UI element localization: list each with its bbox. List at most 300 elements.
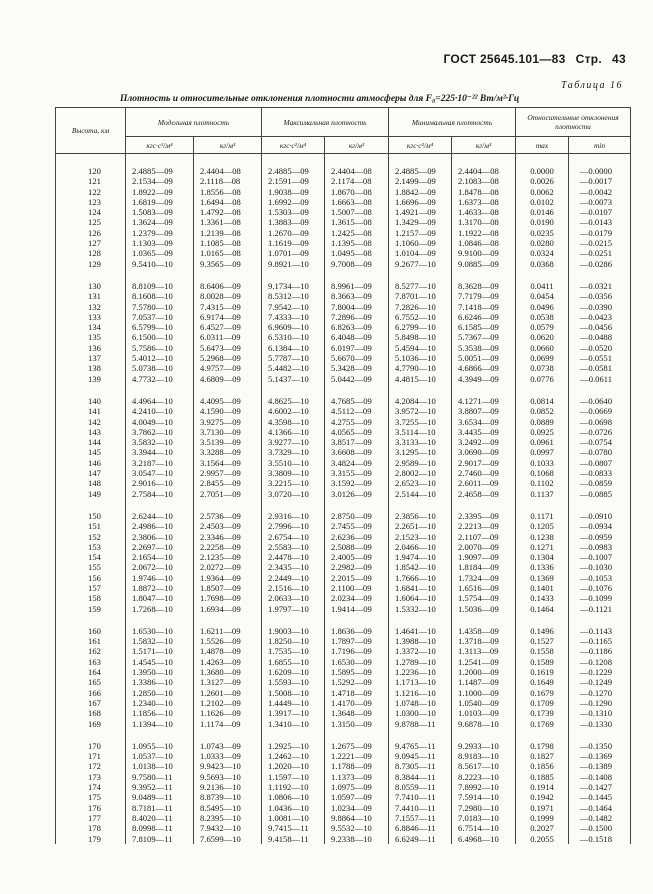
rel-max-cell: 0.1304 (516, 552, 569, 562)
model-kgs-cell: 2.7584—10 (126, 489, 194, 499)
model-kgs-cell: 7.8109—11 (126, 834, 194, 844)
rel-min-cell: —0.0910 (569, 511, 631, 521)
height-cell: 120 (56, 166, 126, 176)
min-kgs-cell: 6.7552—10 (389, 312, 452, 322)
max-kg-cell: 2.1100—09 (325, 583, 389, 593)
table-row (56, 562, 631, 572)
min-kg-cell: 1.9097—09 (452, 552, 516, 562)
rel-min-cell: —0.0107 (569, 207, 631, 217)
rel-min-cell: —0.1249 (569, 677, 631, 687)
rel-min-cell: —0.1076 (569, 583, 631, 593)
max-kgs-cell: 1.6209—10 (262, 667, 325, 677)
height-cell: 158 (56, 593, 126, 603)
rel-max-cell: 0.1649 (516, 677, 569, 687)
max-kgs-cell: 2.1591—09 (262, 176, 325, 186)
rel-max-cell: 0.0925 (516, 427, 569, 437)
rel-max-cell: 0.0368 (516, 259, 569, 269)
min-kgs-cell: 1.8542—10 (389, 562, 452, 572)
model-kgs-cell: 2.1654—10 (126, 552, 194, 562)
rel-max-cell: 0.1827 (516, 751, 569, 761)
model-kg-cell: 1.2601—09 (194, 688, 262, 698)
min-kg-cell: 1.3113—09 (452, 646, 516, 656)
unit-min-kgs: кгс·с²/м⁴ (389, 137, 452, 154)
max-kgs-cell: 1.0436—10 (262, 803, 325, 813)
max-kg-cell: 1.5895—09 (325, 667, 389, 677)
model-kg-cell: 1.9364—09 (194, 573, 262, 583)
rel-max-cell: 0.1401 (516, 583, 569, 593)
rel-min-cell: —0.0754 (569, 437, 631, 447)
max-kg-cell: 3.6608—09 (325, 447, 389, 457)
max-kg-cell: 4.2755—09 (325, 417, 389, 427)
page-number: 43 (612, 52, 626, 66)
max-kgs-cell: 9.8921—10 (262, 259, 325, 269)
model-kgs-cell: 1.1303—09 (126, 238, 194, 248)
rel-max-cell: 0.0235 (516, 228, 569, 238)
rel-max-cell: 0.1999 (516, 813, 569, 823)
rel-min-cell: —0.1330 (569, 719, 631, 729)
max-kg-cell: 3.4824—09 (325, 458, 389, 468)
height-cell: 176 (56, 803, 126, 813)
height-cell: 162 (56, 646, 126, 656)
height-cell: 145 (56, 447, 126, 457)
max-kgs-cell: 1.5303—09 (262, 207, 325, 217)
model-kg-cell: 8.6406—09 (194, 281, 262, 291)
rel-max-cell: 0.1558 (516, 646, 569, 656)
table-row (56, 427, 631, 437)
height-cell: 134 (56, 322, 126, 332)
min-kgs-cell: 1.1060—09 (389, 238, 452, 248)
table-row (56, 719, 631, 729)
model-kg-cell: 8.2395—10 (194, 813, 262, 823)
model-kgs-cell: 8.4020—11 (126, 813, 194, 823)
rel-min-cell: —0.0073 (569, 197, 631, 207)
min-kgs-cell: 8.5277—10 (389, 281, 452, 291)
model-kgs-cell: 3.7862—10 (126, 427, 194, 437)
rel-max-cell: 0.0190 (516, 217, 569, 227)
model-kgs-cell: 3.3944—10 (126, 447, 194, 457)
model-kgs-cell: 1.1394—10 (126, 719, 194, 729)
model-kg-cell: 1.0333—09 (194, 751, 262, 761)
model-kgs-cell: 3.5832—10 (126, 437, 194, 447)
model-kg-cell: 3.5139—09 (194, 437, 262, 447)
table-row (56, 374, 631, 384)
rel-min-cell: —0.1518 (569, 834, 631, 844)
rel-min-cell: —0.0251 (569, 248, 631, 258)
max-kg-cell: 3.8517—09 (325, 437, 389, 447)
rel-min-cell: —0.1482 (569, 813, 631, 823)
min-kg-cell: 1.5754—09 (452, 593, 516, 603)
height-cell: 157 (56, 583, 126, 593)
max-kg-cell: 1.7897—09 (325, 636, 389, 646)
height-cell: 143 (56, 427, 126, 437)
rel-min-cell: —0.0934 (569, 521, 631, 531)
rel-max-cell: 0.0699 (516, 353, 569, 363)
max-kgs-cell: 1.7535—10 (262, 646, 325, 656)
max-kg-cell: 1.0495—08 (325, 248, 389, 258)
max-kg-cell: 1.3648—09 (325, 708, 389, 718)
model-kgs-cell: 5.7586—10 (126, 343, 194, 353)
model-kg-cell: 5.2968—09 (194, 353, 262, 363)
model-kgs-cell: 1.5832—10 (126, 636, 194, 646)
min-kgs-cell: 1.5332—10 (389, 604, 452, 614)
max-kgs-cell: 7.9542—10 (262, 302, 325, 312)
height-cell: 142 (56, 417, 126, 427)
model-kg-cell: 2.1118—08 (194, 176, 262, 186)
table-row (56, 259, 631, 269)
model-kg-cell: 1.4263—09 (194, 657, 262, 667)
rel-min-cell: —0.1208 (569, 657, 631, 667)
table-row (56, 322, 631, 332)
table-row (56, 291, 631, 301)
max-kg-cell: 9.8864—10 (325, 813, 389, 823)
rel-max-cell: 0.0102 (516, 197, 569, 207)
density-table (55, 107, 631, 844)
height-cell: 137 (56, 353, 126, 363)
min-kg-cell: 9.9100—09 (452, 248, 516, 258)
model-kg-cell: 9.9423—10 (194, 761, 262, 771)
model-kg-cell: 3.1564—09 (194, 458, 262, 468)
min-kg-cell: 2.6011—09 (452, 478, 516, 488)
rel-min-cell: —0.0780 (569, 447, 631, 457)
height-cell: 124 (56, 207, 126, 217)
rel-max-cell: 0.1464 (516, 604, 569, 614)
max-kg-cell: 9.7008—09 (325, 259, 389, 269)
rel-min-cell: —0.0669 (569, 406, 631, 416)
rel-max-cell: 0.1102 (516, 478, 569, 488)
rel-max-cell: 0.1033 (516, 458, 569, 468)
rel-min-cell: —0.1121 (569, 604, 631, 614)
height-cell: 131 (56, 291, 126, 301)
min-kgs-cell: 1.0300—10 (389, 708, 452, 718)
min-kg-cell: 6.1585—09 (452, 322, 516, 332)
model-kgs-cell: 1.8922—09 (126, 187, 194, 197)
table-row (56, 312, 631, 322)
model-kgs-cell: 1.5083—09 (126, 207, 194, 217)
rel-max-cell: 0.1914 (516, 782, 569, 792)
rel-max-cell: 0.1739 (516, 708, 569, 718)
rel-max-cell: 0.1433 (516, 593, 569, 603)
height-cell: 138 (56, 363, 126, 373)
height-cell: 169 (56, 719, 126, 729)
height-cell: 127 (56, 238, 126, 248)
min-kgs-cell: 9.8788—11 (389, 719, 452, 729)
min-kg-cell: 2.3395—09 (452, 511, 516, 521)
height-cell: 144 (56, 437, 126, 447)
max-kg-cell: 1.2221—09 (325, 751, 389, 761)
table-row (56, 573, 631, 583)
max-kgs-cell: 1.6855—10 (262, 657, 325, 667)
gost-number: ГОСТ 25645.101—83 (443, 52, 566, 66)
min-kgs-cell: 9.0945—11 (389, 751, 452, 761)
model-kgs-cell: 4.4964—10 (126, 396, 194, 406)
model-kg-cell: 1.2102—09 (194, 698, 262, 708)
max-kgs-cell: 1.5008—10 (262, 688, 325, 698)
max-kgs-cell: 2.9316—10 (262, 511, 325, 521)
model-kgs-cell: 2.6244—10 (126, 511, 194, 521)
max-kgs-cell: 1.1597—10 (262, 772, 325, 782)
model-kg-cell: 1.8507—09 (194, 583, 262, 593)
max-kgs-cell: 1.9038—09 (262, 187, 325, 197)
model-kg-cell: 2.2258—09 (194, 542, 262, 552)
height-cell: 123 (56, 197, 126, 207)
height-cell: 164 (56, 667, 126, 677)
rel-max-cell: 0.0997 (516, 447, 569, 457)
min-kg-cell: 3.2492—09 (452, 437, 516, 447)
max-kg-cell: 6.0197—09 (325, 343, 389, 353)
model-kgs-cell: 1.0955—10 (126, 741, 194, 751)
model-kg-cell: 4.9757—09 (194, 363, 262, 373)
model-kgs-cell: 2.0672—10 (126, 562, 194, 572)
rel-max-cell: 0.0000 (516, 166, 569, 176)
rel-min-cell: —0.1165 (569, 636, 631, 646)
max-kgs-cell: 1.6992—09 (262, 197, 325, 207)
model-kg-cell: 7.6599—10 (194, 834, 262, 844)
rel-min-cell: —0.0423 (569, 312, 631, 322)
rel-min-cell: —0.0520 (569, 343, 631, 353)
rel-max-cell: 0.0620 (516, 332, 569, 342)
rel-max-cell: 0.0146 (516, 207, 569, 217)
height-cell: 155 (56, 562, 126, 572)
max-kg-cell: 6.4048—09 (325, 332, 389, 342)
max-kgs-cell: 1.3917—10 (262, 708, 325, 718)
max-kgs-cell: 1.1619—09 (262, 238, 325, 248)
height-cell: 128 (56, 248, 126, 258)
rel-min-cell: —0.1350 (569, 741, 631, 751)
rel-max-cell: 0.0280 (516, 238, 569, 248)
height-cell: 166 (56, 688, 126, 698)
table-row (56, 751, 631, 761)
max-kgs-cell: 1.3883—09 (262, 217, 325, 227)
min-kg-cell: 1.2541—09 (452, 657, 516, 667)
rel-max-cell: 0.0961 (516, 437, 569, 447)
model-kgs-cell: 2.9016—10 (126, 478, 194, 488)
min-kg-cell: 8.3628—09 (452, 281, 516, 291)
rel-min-cell: —0.0356 (569, 291, 631, 301)
table-row (56, 478, 631, 488)
table-row (56, 688, 631, 698)
model-kg-cell: 1.4792—08 (194, 207, 262, 217)
max-kg-cell: 1.1395—08 (325, 238, 389, 248)
min-kg-cell: 3.0690—09 (452, 447, 516, 457)
table-row (56, 542, 631, 552)
min-kg-cell: 4.6866—09 (452, 363, 516, 373)
max-kgs-cell: 1.3410—10 (262, 719, 325, 729)
min-kgs-cell: 2.1499—09 (389, 176, 452, 186)
model-kgs-cell: 9.5410—10 (126, 259, 194, 269)
rel-min-cell: —0.1389 (569, 761, 631, 771)
rel-min-cell: —0.0807 (569, 458, 631, 468)
table-row (56, 396, 631, 406)
min-kgs-cell: 8.7305—11 (389, 761, 452, 771)
rel-max-cell: 0.2027 (516, 823, 569, 833)
rel-max-header: max (516, 137, 569, 154)
table-row (56, 417, 631, 427)
rel-max-cell: 0.1942 (516, 792, 569, 802)
model-kgs-cell: 8.8109—10 (126, 281, 194, 291)
rel-max-cell: 0.2055 (516, 834, 569, 844)
unit-min-kg: кг/м³ (452, 137, 516, 154)
rel-min-cell: —0.1310 (569, 708, 631, 718)
model-kgs-cell: 8.7181—11 (126, 803, 194, 813)
max-kg-cell: 1.4170—09 (325, 698, 389, 708)
min-kgs-cell: 1.4921—09 (389, 207, 452, 217)
model-kg-cell: 1.1174—09 (194, 719, 262, 729)
min-kg-cell: 2.1107—09 (452, 532, 516, 542)
model-kg-cell: 2.7051—09 (194, 489, 262, 499)
table-row (56, 187, 631, 197)
min-kgs-cell: 4.4815—10 (389, 374, 452, 384)
max-kgs-cell: 3.0720—10 (262, 489, 325, 499)
table-row (56, 197, 631, 207)
min-kg-cell: 2.9017—09 (452, 458, 516, 468)
max-kgs-cell: 9.7415—11 (262, 823, 325, 833)
min-kgs-cell: 8.3844—11 (389, 772, 452, 782)
rel-min-cell: —0.0551 (569, 353, 631, 363)
min-kgs-cell: 7.1557—11 (389, 813, 452, 823)
max-kgs-cell: 1.2462—10 (262, 751, 325, 761)
min-kg-cell: 5.0051—09 (452, 353, 516, 363)
max-kgs-cell: 2.6754—10 (262, 532, 325, 542)
min-kg-cell: 7.7179—09 (452, 291, 516, 301)
model-kgs-cell: 7.0537—10 (126, 312, 194, 322)
max-kgs-cell: 1.0806—10 (262, 792, 325, 802)
table-row (56, 458, 631, 468)
min-kg-cell: 7.8992—10 (452, 782, 516, 792)
max-kg-cell: 3.3155—09 (325, 468, 389, 478)
rel-max-cell: 0.1769 (516, 719, 569, 729)
rel-max-cell: 0.1369 (516, 573, 569, 583)
rel-min-cell: —0.0286 (569, 259, 631, 269)
min-kg-cell: 9.0885—09 (452, 259, 516, 269)
rel-max-cell: 0.0454 (516, 291, 569, 301)
height-cell: 154 (56, 552, 126, 562)
max-kg-cell: 8.3663—09 (325, 291, 389, 301)
max-kg-cell: 2.1174—08 (325, 176, 389, 186)
min-kg-cell: 7.0183—10 (452, 813, 516, 823)
model-kg-cell: 6.0311—09 (194, 332, 262, 342)
min-kg-cell: 1.6373—08 (452, 197, 516, 207)
max-kgs-cell: 6.9609—10 (262, 322, 325, 332)
max-kgs-cell: 6.5310—10 (262, 332, 325, 342)
col-height: Высота, км (56, 108, 126, 154)
table-row (56, 447, 631, 457)
table-row (56, 823, 631, 833)
model-kg-cell: 1.1626—09 (194, 708, 262, 718)
model-kgs-cell: 5.4012—10 (126, 353, 194, 363)
max-kg-cell: 1.3150—09 (325, 719, 389, 729)
max-kgs-cell: 1.0701—09 (262, 248, 325, 258)
model-kgs-cell: 1.7268—10 (126, 604, 194, 614)
table-row (56, 772, 631, 782)
model-kg-cell: 2.4503—09 (194, 521, 262, 531)
model-kg-cell: 2.0272—09 (194, 562, 262, 572)
max-kg-cell: 1.8670—08 (325, 187, 389, 197)
min-kgs-cell: 9.4765—11 (389, 741, 452, 751)
height-cell: 177 (56, 813, 126, 823)
min-kg-cell: 1.3170—08 (452, 217, 516, 227)
height-cell: 132 (56, 302, 126, 312)
height-cell: 122 (56, 187, 126, 197)
table-row (56, 332, 631, 342)
rel-min-cell: —0.0143 (569, 217, 631, 227)
max-kg-cell: 2.5088—09 (325, 542, 389, 552)
rel-min-cell: —0.0017 (569, 176, 631, 186)
col-max: Максимальная плотность (262, 108, 389, 137)
max-kg-cell: 1.0597—09 (325, 792, 389, 802)
max-kgs-cell: 3.5510—10 (262, 458, 325, 468)
model-kgs-cell: 1.8047—10 (126, 593, 194, 603)
max-kg-cell: 7.2896—09 (325, 312, 389, 322)
max-kg-cell: 1.3615—08 (325, 217, 389, 227)
model-kgs-cell: 1.2340—10 (126, 698, 194, 708)
table-row (56, 741, 631, 751)
group-spacer (56, 384, 631, 396)
max-kg-cell: 2.2015—09 (325, 573, 389, 583)
height-cell: 151 (56, 521, 126, 531)
group-spacer (56, 269, 631, 281)
min-kgs-cell: 6.6249—11 (389, 834, 452, 844)
min-kgs-cell: 1.9474—10 (389, 552, 452, 562)
min-kg-cell: 1.8478—08 (452, 187, 516, 197)
model-kg-cell: 7.4315—09 (194, 302, 262, 312)
min-kgs-cell: 1.6696—09 (389, 197, 452, 207)
max-kg-cell: 9.5532—10 (325, 823, 389, 833)
rel-max-cell: 0.0411 (516, 281, 569, 291)
model-kg-cell: 1.2139—08 (194, 228, 262, 238)
max-kgs-cell: 2.4885—09 (262, 166, 325, 176)
model-kg-cell: 2.3346—09 (194, 532, 262, 542)
unit-model-kg: кг/м³ (194, 137, 262, 154)
rel-min-cell: —0.0042 (569, 187, 631, 197)
table-row (56, 343, 631, 353)
min-kgs-cell: 1.0748—10 (389, 698, 452, 708)
rel-max-cell: 0.1496 (516, 626, 569, 636)
model-kgs-cell: 1.6819—09 (126, 197, 194, 207)
max-kgs-cell: 9.4158—11 (262, 834, 325, 844)
min-kg-cell: 1.4633—08 (452, 207, 516, 217)
model-kg-cell: 1.0743—09 (194, 741, 262, 751)
min-kgs-cell: 7.8701—10 (389, 291, 452, 301)
max-kgs-cell: 9.1734—10 (262, 281, 325, 291)
min-kgs-cell: 2.3856—10 (389, 511, 452, 521)
model-kg-cell: 8.5495—10 (194, 803, 262, 813)
rel-min-cell: —0.0726 (569, 427, 631, 437)
height-cell: 165 (56, 677, 126, 687)
min-kg-cell: 1.1922—08 (452, 228, 516, 238)
rel-min-cell: —0.1030 (569, 562, 631, 572)
max-kg-cell: 5.3428—09 (325, 363, 389, 373)
max-kgs-cell: 5.4482—10 (262, 363, 325, 373)
height-cell: 156 (56, 573, 126, 583)
height-cell: 136 (56, 343, 126, 353)
height-cell: 163 (56, 657, 126, 667)
table-row (56, 532, 631, 542)
max-kgs-cell: 6.1384—10 (262, 343, 325, 353)
height-cell: 173 (56, 772, 126, 782)
rel-min-cell: —0.0640 (569, 396, 631, 406)
rel-min-cell: —0.1143 (569, 626, 631, 636)
model-kg-cell: 1.1085—08 (194, 238, 262, 248)
max-kgs-cell: 1.1192—10 (262, 782, 325, 792)
max-kg-cell: 2.4005—09 (325, 552, 389, 562)
rel-max-cell: 0.1679 (516, 688, 569, 698)
height-cell: 140 (56, 396, 126, 406)
height-cell: 161 (56, 636, 126, 646)
model-kg-cell: 6.9174—09 (194, 312, 262, 322)
rel-min-cell: —0.0488 (569, 332, 631, 342)
max-kg-cell: 1.7196—09 (325, 646, 389, 656)
height-cell: 133 (56, 312, 126, 322)
